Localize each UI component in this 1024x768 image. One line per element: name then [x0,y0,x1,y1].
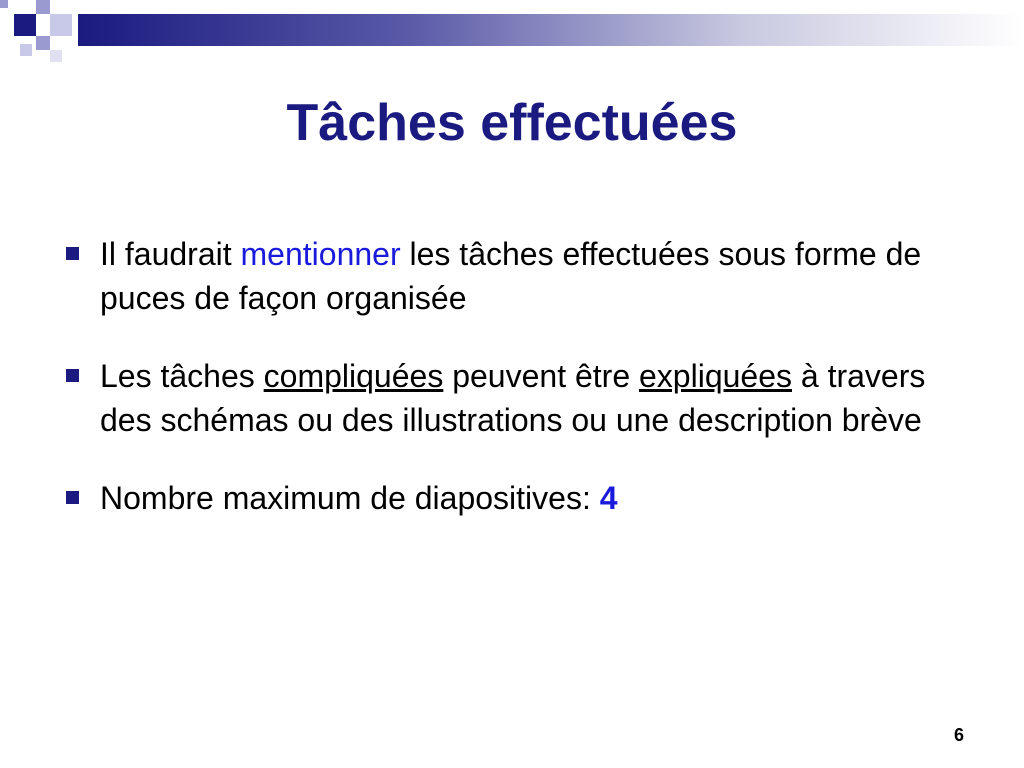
header-gradient-bar [78,14,1024,46]
decor-square [14,14,36,36]
bullet-text: Il faudrait [100,236,241,272]
bullet-text: Les tâches [100,358,264,394]
highlighted-number: 4 [599,480,618,516]
decor-square [36,36,50,50]
bullet-text: les tâches effectuées sous forme de puces de façon organisée [100,236,922,316]
decor-square [50,50,62,62]
square-bullet-icon [66,491,79,504]
bullet-text: peuvent être [443,358,639,394]
bullet-text: Nombre maximum de diapositives: [100,480,600,516]
square-bullet-icon [66,369,79,382]
page-number: 6 [953,725,964,745]
square-bullet-icon [66,247,79,260]
highlighted-word: mentionner [240,236,401,272]
underlined-word: expliquées [639,358,792,394]
bullet-item [64,232,964,320]
bullet-item [64,354,964,442]
decor-square [0,0,8,8]
decor-square [20,44,32,56]
bullet-list [64,232,964,554]
bullet-text: à travers des schémas ou des illustrations ou une description brève [100,358,926,438]
decor-square [72,0,86,14]
bullet-item [64,476,964,520]
slide-title: Tâches effectuées [286,94,738,152]
decor-square [36,0,50,14]
decor-square [50,14,72,36]
underlined-word: compliquées [263,358,444,394]
